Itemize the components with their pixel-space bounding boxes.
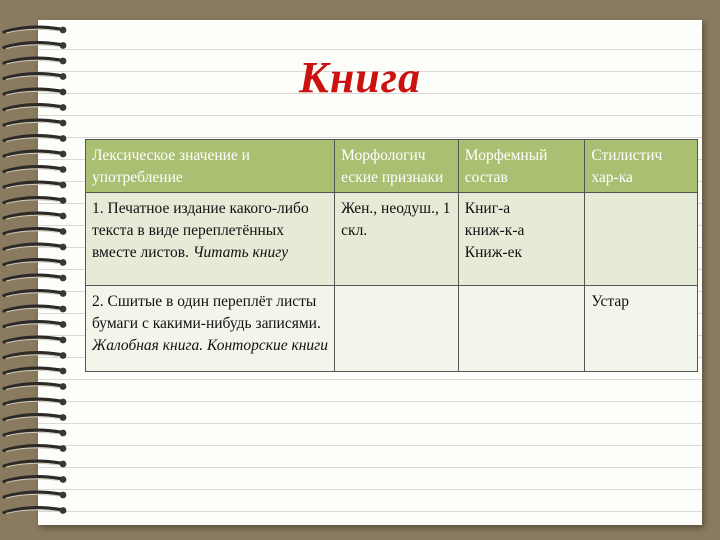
- cell-meaning: [86, 193, 335, 286]
- morpheme-line: Книг-а: [464, 200, 511, 217]
- header-morpheme: Морфемный состав: [458, 140, 585, 193]
- word-analysis-table: [85, 139, 698, 372]
- usage-example: Читать книгу: [192, 244, 289, 261]
- header-meaning: Лексическое значение и употребление: [86, 140, 335, 193]
- page-title: Книга: [299, 53, 421, 102]
- cell-style: Устар: [585, 286, 698, 372]
- cell-morpheme: [458, 193, 585, 286]
- table-row: [86, 286, 698, 372]
- cell-morphology: Жен., неодуш., 1 скл.: [335, 193, 459, 286]
- cell-morphology: [335, 286, 459, 372]
- header-morphology: Морфологич еские признаки: [335, 140, 459, 193]
- cell-meaning: [86, 286, 335, 372]
- morpheme-line: книж-к-а: [464, 222, 525, 239]
- table-row: [86, 193, 698, 286]
- morpheme-line: Книж-ек: [464, 244, 523, 261]
- meaning-text: 2. Сшитые в один переплёт листы бумаги с какими-нибудь записями.: [92, 293, 321, 332]
- table-header-row: [86, 140, 698, 193]
- cell-morpheme: [458, 286, 585, 372]
- header-style: Стилистич хар-ка: [585, 140, 698, 193]
- cell-style: [585, 193, 698, 286]
- usage-example: Жалобная книга. Конторские книги: [92, 337, 328, 354]
- meaning-text: 1. Печатное издание какого-либо текста в виде переплетённых вместе листов.: [92, 200, 309, 261]
